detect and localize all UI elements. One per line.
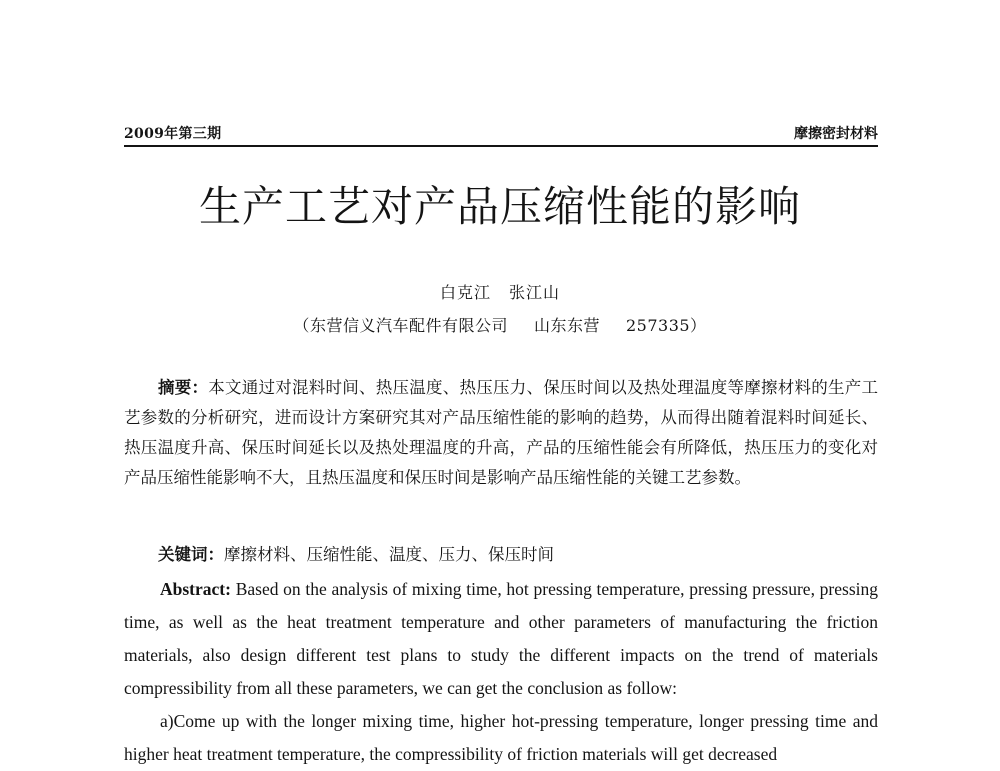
author-affiliation bbox=[0, 313, 1000, 336]
affiliation-close-paren: ） bbox=[690, 316, 707, 335]
english-abstract-text: Based on the analysis of mixing time, hot pressing temperature, pressing pressure, pressing time, as well as the heat treatment temperature and other parameters of manufacturing the friction materials, also design different test plans to study the different impacts on the trend of materials compressibility from all these parameters, we can get the conclusion as follow: bbox=[124, 579, 879, 698]
english-abstract bbox=[124, 573, 878, 705]
author-name: 白克江 bbox=[439, 283, 491, 302]
journal-name: 摩擦密封材料 bbox=[794, 126, 878, 142]
paper-title: 生产工艺对产品压缩性能的影响 bbox=[198, 182, 801, 231]
issue-label: 2009年第三期 bbox=[124, 126, 222, 142]
header-divider bbox=[124, 145, 878, 147]
keywords-text: 摩擦材料、压缩性能、温度、压力、保压时间 bbox=[224, 545, 554, 564]
author-name: 张江山 bbox=[509, 283, 561, 302]
running-header bbox=[124, 122, 878, 146]
conclusion-item-a: a)Come up with the longer mixing time, higher hot-pressing temperature, longer pressing time and higher heat treatment temperature, the compressibility of friction materials will get decreased bbox=[124, 711, 878, 764]
affiliation-postcode: 257335 bbox=[625, 316, 691, 335]
keywords-label: 关键词： bbox=[158, 545, 224, 564]
abstract-label: 摘要： bbox=[158, 378, 209, 397]
keywords bbox=[124, 540, 878, 570]
affiliation-open-paren: （ bbox=[293, 316, 310, 335]
author-list bbox=[0, 280, 1000, 303]
english-abstract-label: Abstract: bbox=[160, 579, 231, 599]
affiliation-org: 东营信义汽车配件有限公司 bbox=[309, 316, 508, 335]
chinese-abstract bbox=[124, 373, 878, 493]
affiliation-place: 山东东营 bbox=[533, 316, 600, 335]
abstract-text: 本文通过对混料时间、热压温度、热压压力、保压时间以及热处理温度等摩擦材料的生产工艺参数的分析研究，进而设计方案研究其对产品压缩性能的影响的趋势，从而得出随着混料时间延长、热压温度升高、保压时间延长以及热处理温度的升高，产品的压缩性能会有所降低，热压压力的变化对产品压缩性能影响不大，且热压温度和保压时间是影响产品压缩性能的关键工艺参数。 bbox=[124, 378, 878, 487]
